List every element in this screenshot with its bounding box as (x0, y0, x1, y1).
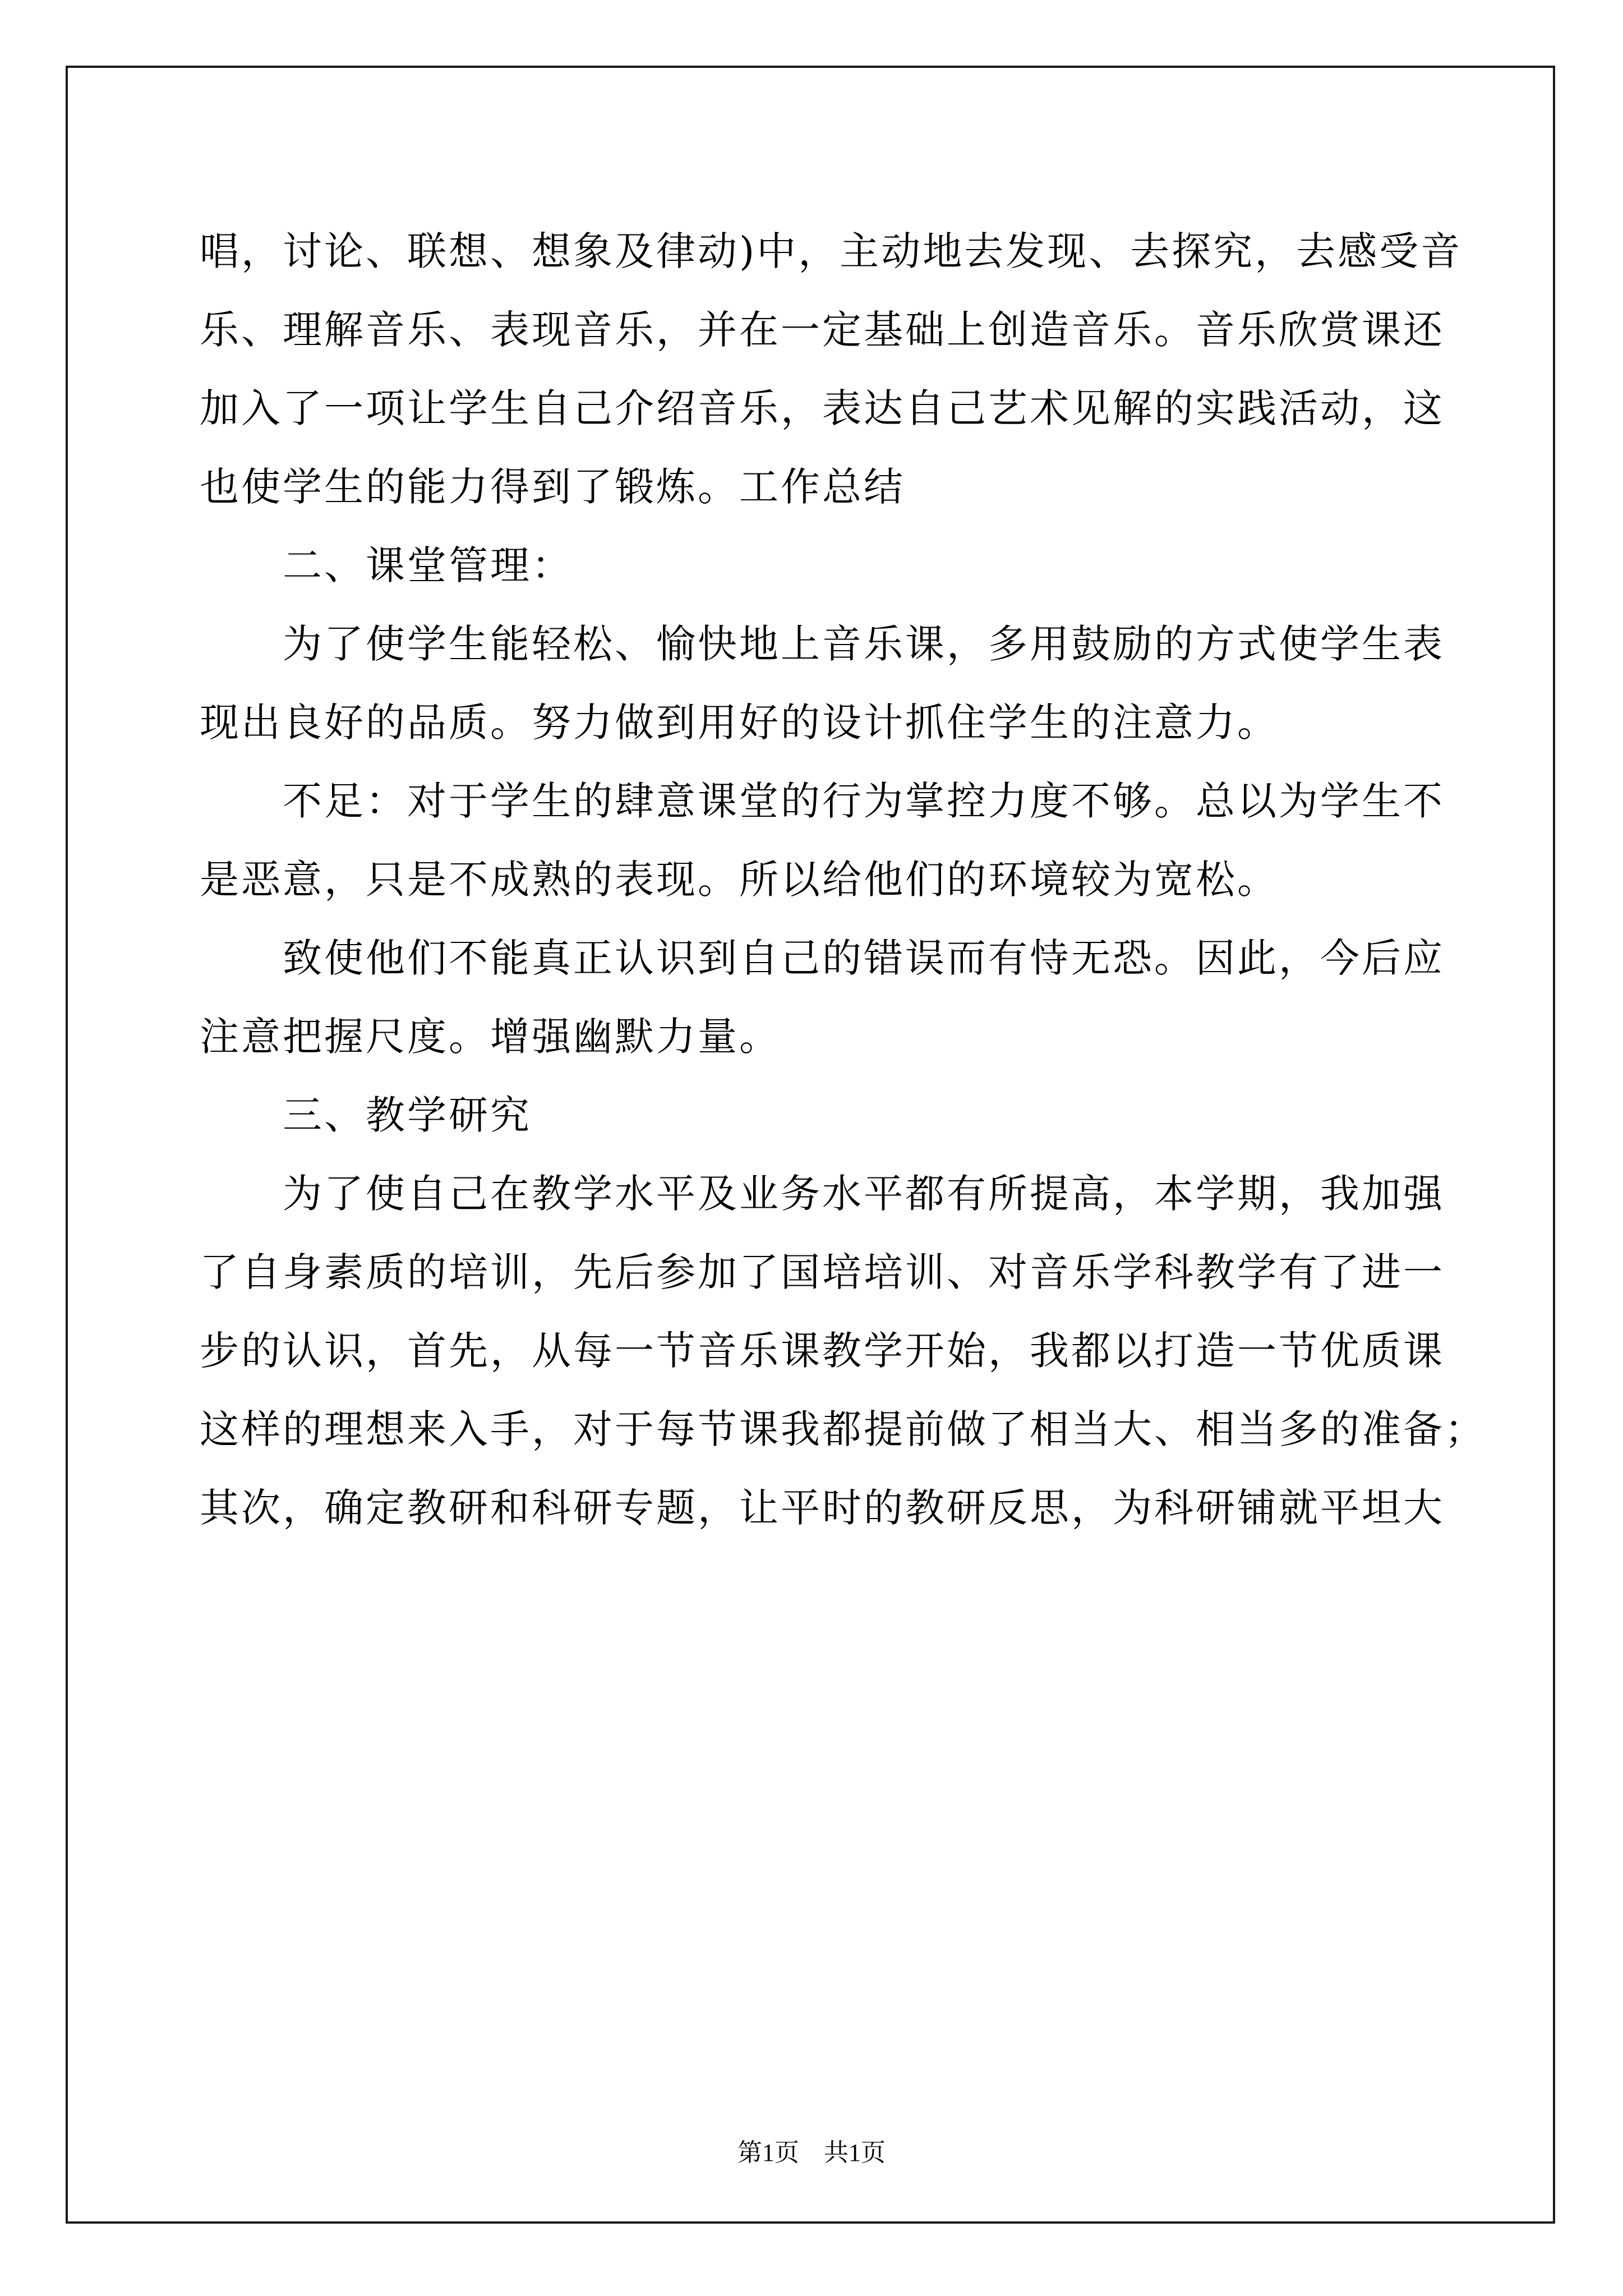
text-line: 步的认识，首先，从每一节音乐课教学开始，我都以打造一节优质课 (200, 1328, 1445, 1374)
text-line: 这样的理想来入手，对于每节课我都提前做了相当大、相当多的准备； (200, 1406, 1486, 1452)
text-line: 为了使自己在教学水平及业务水平都有所提高，本学期，我加强 (283, 1171, 1445, 1217)
text-line: 是恶意，只是不成熟的表现。所以给他们的环境较为宽松。 (200, 857, 1279, 903)
text-line: 注意把握尺度。增强幽默力量。 (200, 1014, 781, 1060)
page-footer: 第1页 共1页 (737, 2139, 886, 2166)
text-line: 不足：对于学生的肆意课堂的行为掌控力度不够。总以为学生不 (283, 778, 1445, 824)
text-line: 致使他们不能真正认识到自己的错误而有恃无恐。因此，今后应 (283, 935, 1445, 981)
text-line: 为了使学生能轻松、愉快地上音乐课，多用鼓励的方式使学生表 (283, 621, 1445, 667)
text-line: 唱，讨论、联想、想象及律动)中，主动地去发现、去探究，去感受音 (200, 228, 1463, 274)
section-heading: 二、课堂管理： (283, 542, 573, 588)
text-line: 也使学生的能力得到了锻炼。工作总结 (200, 464, 905, 510)
text-line: 了自身素质的培训，先后参加了国培培训、对音乐学科教学有了进一 (200, 1249, 1445, 1295)
section-heading: 三、教学研究 (283, 1092, 532, 1138)
text-line: 乐、理解音乐、表现音乐，并在一定基础上创造音乐。音乐欣赏课还 (200, 307, 1445, 353)
text-line: 现出良好的品质。努力做到用好的设计抓住学生的注意力。 (200, 700, 1279, 746)
text-line: 加入了一项让学生自己介绍音乐，表达自己艺术见解的实践活动，这 (200, 385, 1445, 431)
text-line: 其次，确定教研和科研专题，让平时的教研反思，为科研铺就平坦大 (200, 1485, 1445, 1531)
